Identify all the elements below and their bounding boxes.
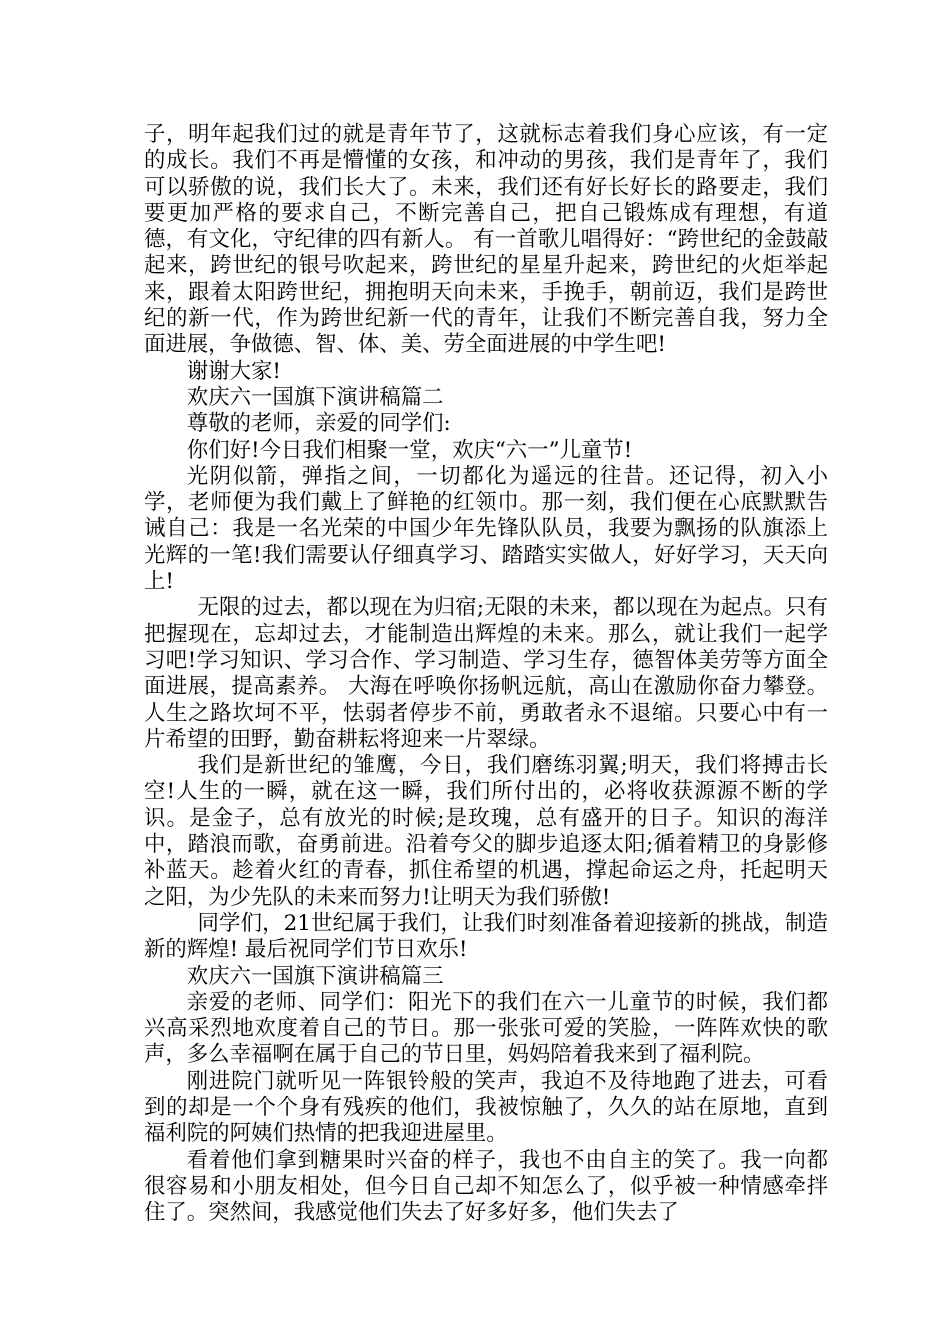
paragraph-greeting: 尊敬的老师，亲爱的同学们: xyxy=(186,411,451,437)
paragraph-time-flies: 光阴似箭，弹指之间，一切都化为遥远的往昔。还记得，初入小学，老师便为我们戴上了鲜艳的红领巾。那一刻，我们便在心底默默告诫自己：我是一名光荣的中国少年先锋队队员，我要为飘扬的队旗添上光辉的一笔!我们需要认仔细真学习、踏踏实实做人，好好学习，天天向上! xyxy=(144,463,828,595)
paragraph-past-future: 无限的过去，都以现在为归宿;无限的未来，都以现在为起点。只有把握现在，忘却过去，才能制造出辉煌的未来。那么，就让我们一起学习吧!学习知识、学习合作、学习制造、学习生存，德智体美劳等方面全面进展，提高素养。 大海在呼唤你扬帆远航，高山在激励你奋力攀登。人生之路坎坷不平，怯弱者停步不前，勇敢者永不退缩。只要心中有一片希望的田野，勤奋耕耘将迎来一片翠绿。 xyxy=(144,595,828,752)
paragraph-hello: 你们好!今日我们相聚一堂，欢庆“六一”儿童节! xyxy=(186,437,633,463)
section-heading-part-three: 欢庆六一国旗下演讲稿篇三 xyxy=(186,963,444,989)
paragraph-candy-joy: 看着他们拿到糖果时兴奋的样子，我也不由自主的笑了。我一向都很容易和小朋友相处，但今日自己却不知怎么了，似乎被一种情感牵拌住了。突然间，我感觉他们失去了好多好多，他们失去了 xyxy=(144,1147,828,1226)
paragraph-entering-welfare-home: 刚进院门就听见一阵银铃般的笑声，我迫不及待地跑了进去，可看到的却是一个个身有残疾的他们，我被惊触了，久久的站在原地，直到福利院的阿姨们热情的把我迎进屋里。 xyxy=(144,1068,828,1147)
paragraph-dear-teachers: 亲爱的老师、同学们：阳光下的我们在六一儿童节的时候，我们都兴高采烈地欢度着自己的节日。那一张张可爱的笑脸，一阵阵欢快的歌声，多么幸福啊在属于自己的节日里，妈妈陪着我来到了福利院。 xyxy=(144,989,828,1068)
paragraph-intro-continuation: 子，明年起我们过的就是青年节了，这就标志着我们身心应该，有一定的成长。我们不再是懵懂的女孩，和冲动的男孩，我们是青年了，我们可以骄傲的说，我们长大了。未来，我们还有好长好长的路要走，我们要更加严格的要求自己，不断完善自己，把自己锻炼成有理想，有道德，有文化，守纪律的四有新人。 有一首歌儿唱得好：“跨世纪的金鼓敲起来，跨世纪的银号吹起来，跨世纪的星星升起来，跨世纪的火炬举起来，跟着太阳跨世纪，拥抱明天向未来，手挽手，朝前迈，我们是跨世纪的新一代，作为跨世纪新一代的青年，让我们不断完善自我，努力全面进展，争做德、智、体、美、劳全面进展的中学生吧! xyxy=(144,122,828,358)
paragraph-young-eagles: 我们是新世纪的雏鹰，今日，我们磨练羽翼;明天，我们将搏击长空!人生的一瞬，就在这一瞬，我们所付出的，必将收获源源不断的学识。是金子，总有放光的时候;是玫瑰，总有盛开的日子。知识的海洋中，踏浪而歌，奋勇前进。沿着夸父的脚步追逐太阳;循着精卫的身影修补蓝天。趁着火红的青春，抓住希望的机遇，撑起命运之舟，托起明天之阳，为少先队的未来而努力!让明天为我们骄傲! xyxy=(144,753,828,910)
section-heading-part-two: 欢庆六一国旗下演讲稿篇二 xyxy=(186,384,444,410)
paragraph-thanks: 谢谢大家! xyxy=(186,358,281,384)
paragraph-closing-wishes: 同学们，21世纪属于我们，让我们时刻准备着迎接新的挑战，制造新的辉煌! 最后祝同学们节日欢乐! xyxy=(144,910,828,963)
document-body xyxy=(144,122,828,1226)
